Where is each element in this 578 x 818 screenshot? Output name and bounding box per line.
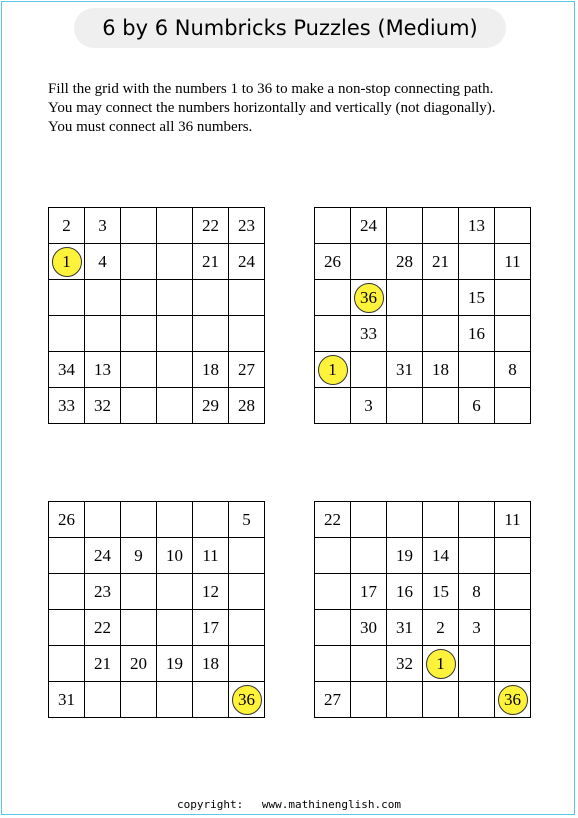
- grid-cell[interactable]: [85, 280, 121, 316]
- grid-cell[interactable]: [157, 574, 193, 610]
- grid-cell[interactable]: [315, 280, 351, 316]
- grid-cell[interactable]: 19: [387, 538, 423, 574]
- grid-cell[interactable]: 22: [315, 502, 351, 538]
- puzzle-grid-4: [314, 501, 531, 718]
- grid-cell[interactable]: 8: [459, 574, 495, 610]
- grid-cell[interactable]: [315, 646, 351, 682]
- grid-cell[interactable]: 14: [423, 538, 459, 574]
- grid-cell[interactable]: [423, 280, 459, 316]
- grid-cell[interactable]: [229, 280, 265, 316]
- grid-cell[interactable]: [495, 646, 531, 682]
- grid-cell[interactable]: 15: [423, 574, 459, 610]
- grid-cell[interactable]: [85, 316, 121, 352]
- grid-cell[interactable]: 26: [315, 244, 351, 280]
- grid-cell[interactable]: [495, 574, 531, 610]
- grid-cell[interactable]: [229, 646, 265, 682]
- copyright-label: copyright:: [177, 798, 244, 811]
- grid-cell[interactable]: [315, 208, 351, 244]
- puzzle-grid-2: [314, 207, 531, 424]
- grid-cell[interactable]: [423, 682, 459, 718]
- grid-cell[interactable]: [229, 610, 265, 646]
- grid-cell[interactable]: [459, 502, 495, 538]
- end-circle: 36: [232, 685, 262, 715]
- grid-cell[interactable]: 21: [85, 646, 121, 682]
- grid-cell[interactable]: [495, 280, 531, 316]
- grid-cell[interactable]: 32: [387, 646, 423, 682]
- instruction-line: You must connect all 36 numbers.: [48, 119, 253, 135]
- grid-cell[interactable]: [121, 208, 157, 244]
- page-title: [74, 8, 506, 48]
- grid-cell[interactable]: [351, 280, 387, 316]
- grid-cell[interactable]: 33: [49, 388, 85, 424]
- grid-cell[interactable]: [49, 244, 85, 280]
- grid-cell[interactable]: [49, 574, 85, 610]
- grid-cell[interactable]: [49, 646, 85, 682]
- grid-cell[interactable]: [459, 682, 495, 718]
- grid-cell[interactable]: 11: [495, 502, 531, 538]
- grid-cell[interactable]: [193, 682, 229, 718]
- grid-cell[interactable]: [495, 610, 531, 646]
- grid-cell[interactable]: [121, 316, 157, 352]
- grid-cell[interactable]: [387, 682, 423, 718]
- instructions: [48, 80, 548, 137]
- grid-cell[interactable]: [315, 388, 351, 424]
- grid-cell[interactable]: [459, 352, 495, 388]
- grid-cell[interactable]: [121, 682, 157, 718]
- grid-cell[interactable]: [121, 502, 157, 538]
- end-circle: 36: [498, 685, 528, 715]
- grid-cell[interactable]: 31: [49, 682, 85, 718]
- grid-cell[interactable]: [495, 388, 531, 424]
- grid-cell[interactable]: 11: [495, 244, 531, 280]
- grid-cell[interactable]: [193, 502, 229, 538]
- grid-cell[interactable]: [157, 502, 193, 538]
- grid-cell[interactable]: [423, 208, 459, 244]
- grid-cell[interactable]: 26: [49, 502, 85, 538]
- grid-cell[interactable]: [157, 208, 193, 244]
- grid-cell[interactable]: [121, 280, 157, 316]
- grid-cell[interactable]: [157, 316, 193, 352]
- grid-cell[interactable]: 19: [157, 646, 193, 682]
- grid-cell[interactable]: 23: [229, 208, 265, 244]
- grid-cell[interactable]: 2: [49, 208, 85, 244]
- grid-cell[interactable]: 3: [351, 388, 387, 424]
- grid-cell[interactable]: 27: [315, 682, 351, 718]
- grid-cell[interactable]: 9: [121, 538, 157, 574]
- grid-cell[interactable]: 12: [193, 574, 229, 610]
- grid-cell[interactable]: [387, 208, 423, 244]
- grid-cell[interactable]: 18: [193, 352, 229, 388]
- grid-cell[interactable]: 21: [423, 244, 459, 280]
- grid-cell[interactable]: 24: [351, 208, 387, 244]
- grid-cell[interactable]: [121, 244, 157, 280]
- grid-cell[interactable]: [459, 646, 495, 682]
- grid-cell[interactable]: [49, 316, 85, 352]
- grid-cell[interactable]: 34: [49, 352, 85, 388]
- grid-cell[interactable]: [351, 538, 387, 574]
- grid-cell[interactable]: [157, 388, 193, 424]
- start-circle: 1: [52, 247, 82, 277]
- grid-cell[interactable]: 24: [85, 538, 121, 574]
- start-circle: 1: [318, 355, 348, 385]
- grid-cell[interactable]: 21: [193, 244, 229, 280]
- grid-cell[interactable]: 8: [495, 352, 531, 388]
- grid-cell[interactable]: [229, 538, 265, 574]
- grid-cell[interactable]: [121, 574, 157, 610]
- grid-cell[interactable]: [387, 388, 423, 424]
- grid-cell[interactable]: [351, 502, 387, 538]
- grid-cell[interactable]: [229, 682, 265, 718]
- grid-cell[interactable]: 27: [229, 352, 265, 388]
- grid-cell[interactable]: [315, 538, 351, 574]
- grid-cell[interactable]: [157, 610, 193, 646]
- grid-cell[interactable]: 17: [193, 610, 229, 646]
- grid-cell[interactable]: [423, 388, 459, 424]
- grid-cell[interactable]: 18: [193, 646, 229, 682]
- footer: [0, 798, 578, 811]
- grid-cell[interactable]: [229, 316, 265, 352]
- grid-cell[interactable]: 11: [193, 538, 229, 574]
- page-title-text: 6 by 6 Numbricks Puzzles (Medium): [102, 16, 478, 40]
- grid-cell[interactable]: 18: [423, 352, 459, 388]
- grid-cell[interactable]: [387, 502, 423, 538]
- puzzle-grid-1: [48, 207, 265, 424]
- grid-cell[interactable]: [423, 316, 459, 352]
- grid-cell[interactable]: [495, 316, 531, 352]
- grid-cell[interactable]: [351, 352, 387, 388]
- grid-cell[interactable]: [495, 682, 531, 718]
- grid-cell[interactable]: 2: [423, 610, 459, 646]
- grid-cell[interactable]: [85, 682, 121, 718]
- grid-cell[interactable]: [121, 610, 157, 646]
- grid-cell[interactable]: 6: [459, 388, 495, 424]
- grid-cell[interactable]: [387, 280, 423, 316]
- grid-cell[interactable]: [423, 646, 459, 682]
- grid-cell[interactable]: [193, 316, 229, 352]
- grid-cell[interactable]: [315, 352, 351, 388]
- grid-cell[interactable]: 22: [85, 610, 121, 646]
- grid-cell[interactable]: [157, 280, 193, 316]
- grid-cell[interactable]: 30: [351, 610, 387, 646]
- grid-cell[interactable]: 3: [85, 208, 121, 244]
- grid-cell[interactable]: 4: [85, 244, 121, 280]
- grid-cell[interactable]: 13: [85, 352, 121, 388]
- grid-cell[interactable]: 24: [229, 244, 265, 280]
- grid-cell[interactable]: [157, 682, 193, 718]
- grid-cell[interactable]: [495, 538, 531, 574]
- grid-cell[interactable]: 33: [351, 316, 387, 352]
- puzzle-grid-3: [48, 501, 265, 718]
- grid-cell[interactable]: [49, 610, 85, 646]
- grid-cell[interactable]: [459, 244, 495, 280]
- copyright-site[interactable]: www.mathinenglish.com: [261, 798, 401, 811]
- grid-cell[interactable]: [459, 538, 495, 574]
- grid-cell[interactable]: 22: [193, 208, 229, 244]
- grid-cell[interactable]: 28: [387, 244, 423, 280]
- grid-cell[interactable]: 15: [459, 280, 495, 316]
- grid-cell[interactable]: 29: [193, 388, 229, 424]
- grid-cell[interactable]: [351, 682, 387, 718]
- instruction-line: Fill the grid with the numbers 1 to 36 to make a non-stop connecting path.: [48, 81, 494, 97]
- grid-cell[interactable]: 16: [387, 574, 423, 610]
- start-circle: 1: [426, 649, 456, 679]
- instruction-line: You may connect the numbers horizontally and vertically (not diagonally).: [48, 100, 496, 116]
- grid-cell[interactable]: [315, 610, 351, 646]
- grid-cell[interactable]: [229, 574, 265, 610]
- grid-cell[interactable]: [387, 316, 423, 352]
- grid-cell[interactable]: 13: [459, 208, 495, 244]
- grid-cell[interactable]: [423, 502, 459, 538]
- grid-cell[interactable]: [351, 244, 387, 280]
- grid-cell[interactable]: [315, 574, 351, 610]
- grid-cell[interactable]: [157, 244, 193, 280]
- grid-cell[interactable]: [315, 316, 351, 352]
- grid-cell[interactable]: [85, 502, 121, 538]
- grid-cell[interactable]: [121, 388, 157, 424]
- grid-cell[interactable]: 3: [459, 610, 495, 646]
- end-circle: 36: [354, 283, 384, 313]
- grid-cell[interactable]: 32: [85, 388, 121, 424]
- grid-cell[interactable]: [121, 352, 157, 388]
- grid-cell[interactable]: [157, 352, 193, 388]
- grid-cell[interactable]: 31: [387, 610, 423, 646]
- grid-cell[interactable]: [193, 280, 229, 316]
- grid-cell[interactable]: 23: [85, 574, 121, 610]
- grid-cell[interactable]: 5: [229, 502, 265, 538]
- grid-cell[interactable]: 16: [459, 316, 495, 352]
- grid-cell[interactable]: [49, 538, 85, 574]
- grid-cell[interactable]: 20: [121, 646, 157, 682]
- grid-cell[interactable]: [495, 208, 531, 244]
- grid-cell[interactable]: 17: [351, 574, 387, 610]
- grid-cell[interactable]: 31: [387, 352, 423, 388]
- grid-cell[interactable]: 10: [157, 538, 193, 574]
- grid-cell[interactable]: [49, 280, 85, 316]
- grid-cell[interactable]: 28: [229, 388, 265, 424]
- grid-cell[interactable]: [351, 646, 387, 682]
